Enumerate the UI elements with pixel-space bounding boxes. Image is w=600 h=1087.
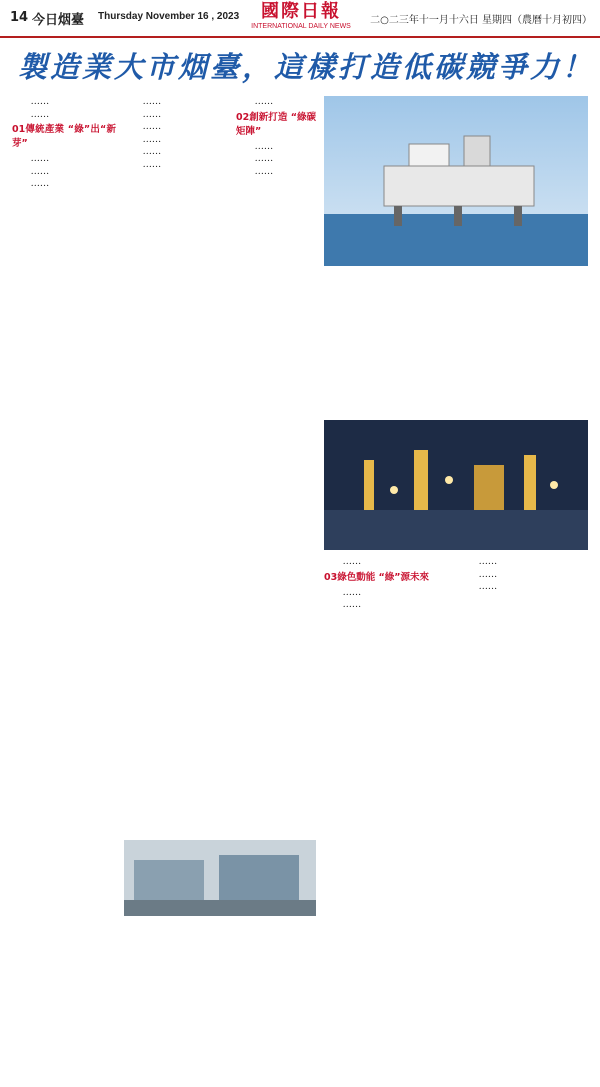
paragraph: …… [142, 158, 162, 170]
date-chinese: 二○二三年十一月十六日 星期四（農曆十月初四） [370, 15, 592, 26]
paragraph: …… [478, 556, 498, 567]
paragraph: …… [342, 556, 362, 567]
paragraph: …… [254, 153, 274, 164]
masthead-chinese: 國際日報 [261, 1, 341, 22]
paragraph: …… [142, 96, 162, 107]
industrial-plant-photo [324, 420, 588, 550]
article-column-2 [124, 96, 228, 1081]
offshore-platform-photo [324, 96, 588, 266]
masthead [246, 2, 356, 31]
article-column-1 [12, 96, 116, 1081]
paragraph: …… [30, 165, 50, 177]
paragraph: …… [342, 599, 362, 610]
paragraph: …… [142, 146, 162, 157]
paragraph: …… [30, 108, 50, 120]
subheading: 02創新打造 “綠碳矩陣” [236, 111, 316, 137]
paragraph: …… [30, 153, 50, 164]
paragraph: …… [30, 178, 50, 189]
date-english: Thursday November 16 , 2023 [98, 11, 240, 22]
paragraph: …… [254, 140, 274, 152]
paragraph: …… [254, 96, 274, 107]
page-header [0, 0, 600, 38]
paragraph: …… [478, 581, 498, 592]
article-column-3 [236, 96, 316, 836]
subheading: 01傳統產業 “綠”出“新芽” [12, 124, 116, 149]
factory-workshop-photo [124, 840, 316, 916]
paragraph: …… [30, 96, 50, 107]
paragraph: …… [254, 165, 274, 177]
paragraph: …… [478, 568, 498, 580]
subheading: 03綠色動能 “綠”源未來 [324, 571, 430, 583]
masthead-english: INTERNATIONAL DAILY NEWS [251, 23, 351, 30]
headline: 製造業大市烟臺，這樣打造低碳競爭力！ [18, 50, 595, 84]
paragraph: …… [142, 108, 162, 120]
article-column-5 [460, 556, 588, 1081]
article-column-4 [324, 556, 452, 1081]
factory-workshop-icon [124, 840, 316, 916]
offshore-platform-icon [324, 96, 588, 266]
paragraph: …… [142, 121, 162, 132]
paragraph: …… [142, 133, 162, 145]
industrial-plant-icon [324, 420, 588, 550]
page-number: 14 [10, 10, 29, 25]
paragraph: …… [342, 586, 362, 598]
section-title: 今日烟臺 [32, 13, 85, 28]
